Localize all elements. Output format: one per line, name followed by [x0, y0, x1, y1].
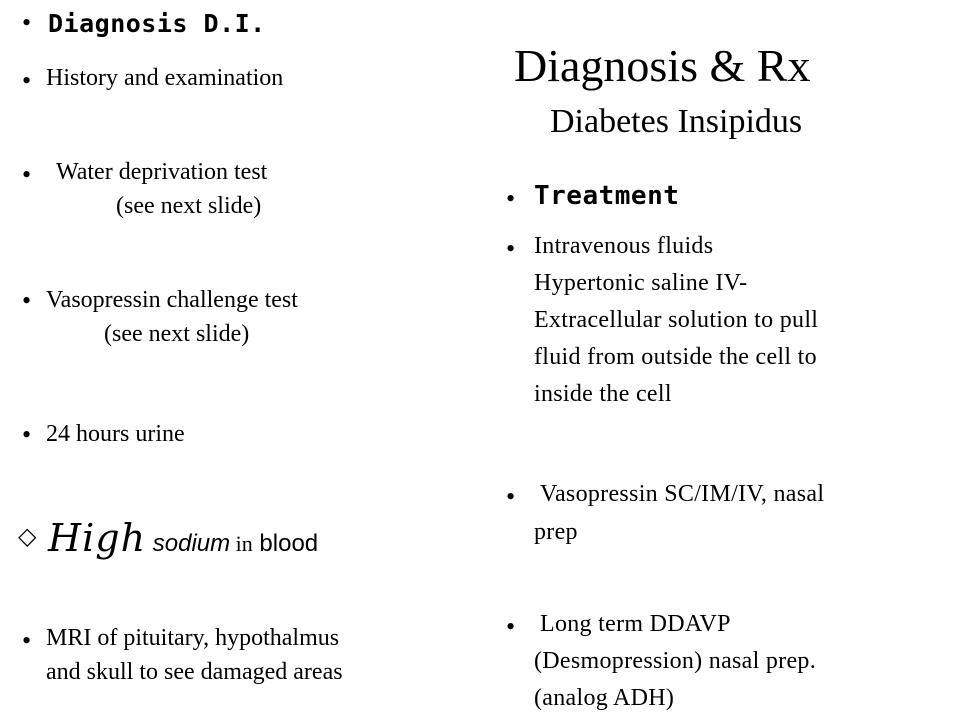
- treatment-item-1-line1: Intravenous fluids: [534, 233, 714, 259]
- treatment-item-3-line2: (Desmopression) nasal prep.: [534, 648, 817, 674]
- list-item-water-deprivation-note: (see next slide): [116, 193, 262, 219]
- treatment-item-1-line5: inside the cell: [534, 381, 672, 407]
- treatment-item-1-line3: Extracellular solution to pull: [534, 307, 819, 333]
- treatment-item-1-line2: Hypertonic saline IV-: [534, 270, 748, 296]
- treatment-item-2-line2: prep: [534, 519, 578, 545]
- bullet-dot: •: [22, 626, 32, 655]
- sodium-word: sodium: [146, 530, 231, 557]
- diamond-bullet-icon: ◇: [18, 524, 37, 550]
- list-item-water-deprivation: Water deprivation test: [56, 159, 268, 185]
- bullet-dot: •: [22, 286, 32, 315]
- bullet-dot: •: [22, 160, 32, 189]
- list-item-high-sodium: [48, 516, 318, 566]
- treatment-item-3-line3: (analog ADH): [534, 685, 675, 711]
- diagnosis-heading: Diagnosis D.I.: [48, 9, 266, 38]
- list-item-mri: MRI of pituitary, hypothalmus: [46, 625, 340, 651]
- bullet-dot: •: [506, 234, 516, 263]
- list-item-24-hours-urine: 24 hours urine: [46, 421, 185, 447]
- bullet-dot: •: [22, 420, 32, 449]
- bullet-dot: •: [506, 184, 516, 213]
- treatment-item-1-line4: fluid from outside the cell to: [534, 344, 817, 370]
- high-word: High: [48, 516, 147, 560]
- list-item-vasopressin-challenge: Vasopressin challenge test: [46, 287, 298, 313]
- slide-subtitle: Diabetes Insipidus: [550, 103, 803, 140]
- list-item-vasopressin-challenge-note: (see next slide): [104, 321, 250, 347]
- treatment-heading: Treatment: [534, 181, 680, 211]
- blood-word: blood: [252, 530, 319, 557]
- bullet-dot: •: [506, 612, 516, 641]
- in-word: in: [230, 531, 253, 556]
- bullet-dot: •: [506, 482, 516, 511]
- treatment-item-3-line1: Long term DDAVP: [540, 611, 731, 637]
- list-item-mri-line2: and skull to see damaged areas: [46, 659, 343, 685]
- bullet-dot: •: [22, 8, 32, 37]
- bullet-dot: •: [22, 66, 32, 95]
- slide-title: Diagnosis & Rx: [514, 40, 811, 91]
- list-item-history: History and examination: [46, 65, 284, 91]
- treatment-item-2-line1: Vasopressin SC/IM/IV, nasal: [540, 481, 825, 507]
